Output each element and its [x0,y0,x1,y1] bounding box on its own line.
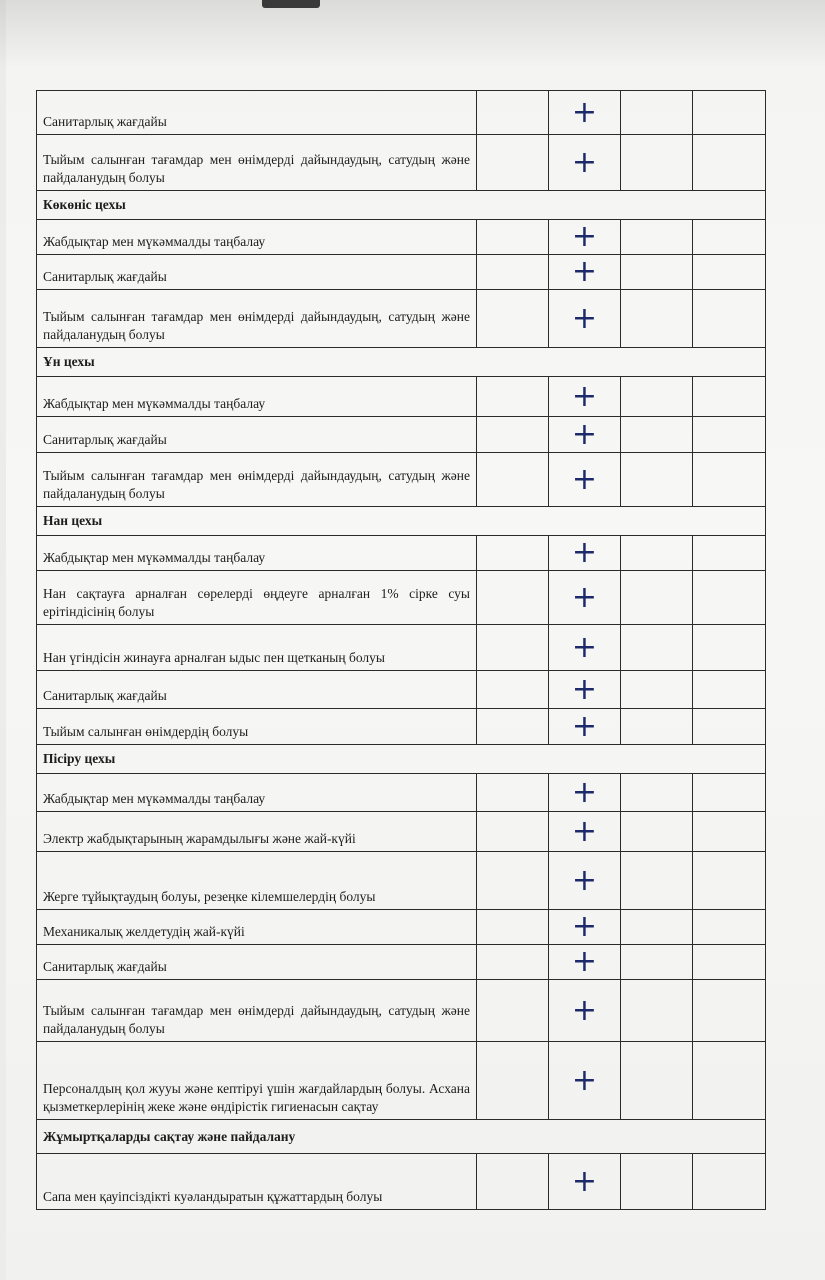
checklist-row [37,536,766,571]
empty-cell [693,709,766,745]
empty-cell [621,1154,693,1210]
empty-cell [621,571,693,625]
checklist-item-label: Санитарлық жағдайы [37,417,477,453]
empty-cell [621,945,693,980]
empty-cell [693,945,766,980]
checklist-row [37,1042,766,1120]
empty-cell [621,453,693,507]
empty-cell [621,536,693,571]
empty-cell [477,671,549,709]
checklist-item-label: Жабдықтар мен мүкәммалды таңбалау [37,536,477,571]
checklist-row [37,290,766,348]
checklist-row [37,625,766,671]
empty-cell [693,671,766,709]
check-mark: + [549,220,621,255]
check-mark: + [549,709,621,745]
empty-cell [477,852,549,910]
checklist-row [37,255,766,290]
empty-cell [477,980,549,1042]
binder-clip [262,0,320,8]
checklist-row [37,453,766,507]
check-mark: + [549,255,621,290]
checklist-item-label: Механикалық желдетудің жай-күйі [37,910,477,945]
section-row [37,348,766,377]
checklist-item-label: Нан сақтауға арналған сөрелерді өңдеуге арналған 1% сірке суы ерітіндісінің болуы [37,571,477,625]
checklist-item-label: Нан үгіндісін жинауға арналған ыдыс пен щетканың болуы [37,625,477,671]
empty-cell [621,255,693,290]
checklist-item-label: Санитарлық жағдайы [37,91,477,135]
empty-cell [477,774,549,812]
checklist-item-label: Персоналдың қол жууы және кептіруі үшін жағдайлардың болуы. Асхана қызметкерлерінің жеке және өндірістік гигиенасын сақтау [37,1042,477,1120]
check-mark: + [549,453,621,507]
checklist-item-label: Тыйым салынған тағамдар мен өнімдерді дайындаудың, сатудың және пайдаланудың болуы [37,453,477,507]
checklist-row [37,910,766,945]
check-mark: + [549,625,621,671]
empty-cell [477,1042,549,1120]
empty-cell [693,135,766,191]
empty-cell [477,220,549,255]
empty-cell [621,774,693,812]
inspection-checklist-table [36,90,766,1210]
checklist-item-label: Тыйым салынған тағамдар мен өнімдерді дайындаудың, сатудың және пайдаланудың болуы [37,980,477,1042]
checklist-item-label: Сапа мен қауіпсіздікті куәландыратын құжаттардың болуы [37,1154,477,1210]
checklist-row [37,1154,766,1210]
section-row [37,1120,766,1154]
empty-cell [621,377,693,417]
check-mark: + [549,945,621,980]
check-mark: + [549,1154,621,1210]
empty-cell [693,536,766,571]
section-title: Нан цехы [37,507,766,536]
empty-cell [693,255,766,290]
check-mark: + [549,852,621,910]
empty-cell [477,417,549,453]
empty-cell [693,220,766,255]
page-shadow [0,0,825,70]
section-title: Ұн цехы [37,348,766,377]
check-mark: + [549,135,621,191]
checklist-row [37,220,766,255]
empty-cell [477,571,549,625]
checklist-row [37,91,766,135]
empty-cell [693,852,766,910]
empty-cell [693,812,766,852]
empty-cell [477,91,549,135]
empty-cell [693,377,766,417]
empty-cell [621,709,693,745]
checklist-row [37,135,766,191]
empty-cell [693,980,766,1042]
empty-cell [693,1154,766,1210]
check-mark: + [549,980,621,1042]
empty-cell [477,453,549,507]
empty-cell [477,812,549,852]
check-mark: + [549,377,621,417]
empty-cell [621,852,693,910]
empty-cell [621,671,693,709]
empty-cell [693,290,766,348]
empty-cell [621,910,693,945]
section-title: Көкөніс цехы [37,191,766,220]
empty-cell [621,220,693,255]
checklist-item-label: Санитарлық жағдайы [37,671,477,709]
checklist-item-label: Тыйым салынған өнімдердің болуы [37,709,477,745]
check-mark: + [549,417,621,453]
checklist-item-label: Тыйым салынған тағамдар мен өнімдерді дайындаудың, сатудың және пайдаланудың болуы [37,290,477,348]
check-mark: + [549,774,621,812]
checklist-item-label: Электр жабдықтарының жарамдылығы және жай-күйі [37,812,477,852]
empty-cell [477,945,549,980]
checklist-row [37,812,766,852]
checklist-row [37,980,766,1042]
empty-cell [621,625,693,671]
check-mark: + [549,671,621,709]
section-title: Жұмыртқаларды сақтау және пайдалану [37,1120,766,1154]
empty-cell [693,571,766,625]
check-mark: + [549,1042,621,1120]
checklist-row [37,774,766,812]
empty-cell [693,417,766,453]
empty-cell [477,377,549,417]
check-mark: + [549,812,621,852]
empty-cell [693,1042,766,1120]
section-row [37,507,766,536]
empty-cell [621,812,693,852]
checklist-item-label: Жабдықтар мен мүкәммалды таңбалау [37,774,477,812]
empty-cell [477,135,549,191]
empty-cell [477,536,549,571]
checklist-row [37,377,766,417]
empty-cell [693,625,766,671]
checklist-row [37,417,766,453]
empty-cell [693,91,766,135]
empty-cell [621,1042,693,1120]
empty-cell [477,910,549,945]
empty-cell [477,255,549,290]
empty-cell [693,910,766,945]
empty-cell [477,290,549,348]
checklist-item-label: Санитарлық жағдайы [37,945,477,980]
empty-cell [477,625,549,671]
checklist-row [37,671,766,709]
checklist-item-label: Санитарлық жағдайы [37,255,477,290]
empty-cell [621,980,693,1042]
checklist-item-label: Тыйым салынған тағамдар мен өнімдерді дайындаудың, сатудың және пайдаланудың болуы [37,135,477,191]
checklist-item-label: Жабдықтар мен мүкәммалды таңбалау [37,220,477,255]
empty-cell [477,709,549,745]
empty-cell [621,417,693,453]
checklist-row [37,709,766,745]
checklist-item-label: Жерге тұйықтаудың болуы, резеңке кілемшелердің болуы [37,852,477,910]
empty-cell [693,774,766,812]
checklist-row [37,945,766,980]
empty-cell [477,1154,549,1210]
check-mark: + [549,91,621,135]
check-mark: + [549,910,621,945]
section-title: Пісіру цехы [37,745,766,774]
empty-cell [693,453,766,507]
check-mark: + [549,290,621,348]
empty-cell [621,91,693,135]
section-row [37,745,766,774]
checklist-row [37,571,766,625]
checklist-item-label: Жабдықтар мен мүкәммалды таңбалау [37,377,477,417]
check-mark: + [549,571,621,625]
empty-cell [621,290,693,348]
check-mark: + [549,536,621,571]
empty-cell [621,135,693,191]
checklist-row [37,852,766,910]
section-row [37,191,766,220]
